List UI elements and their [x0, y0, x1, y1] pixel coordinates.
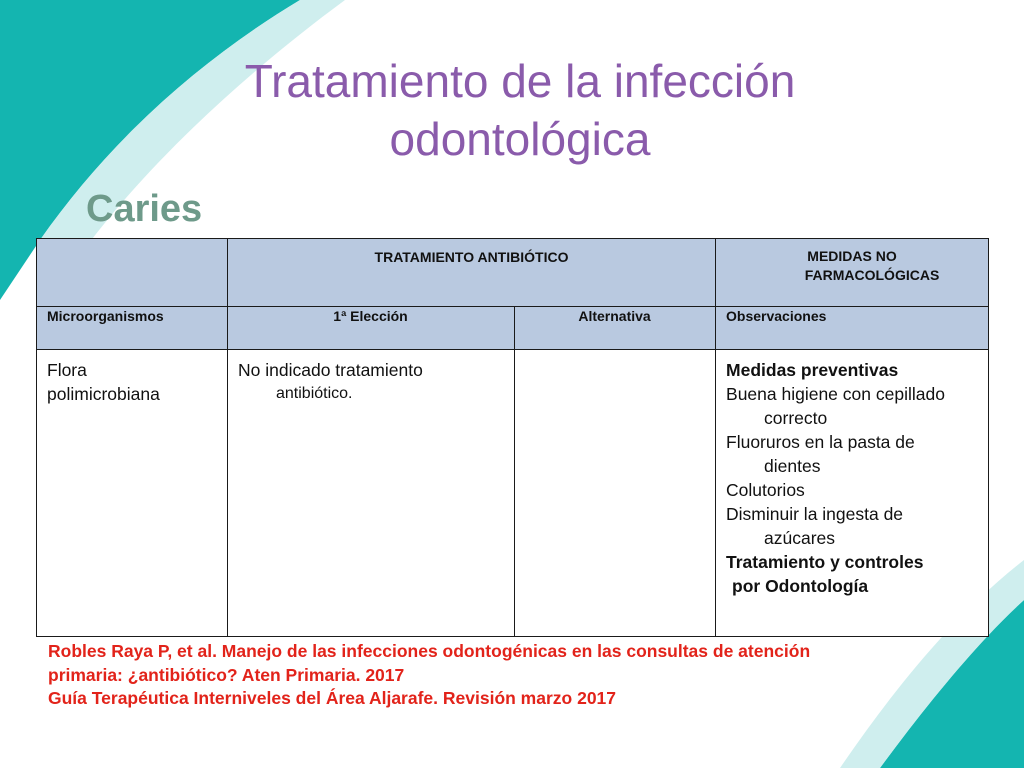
column-header-alternative: Alternativa: [515, 307, 716, 350]
cell-observations: [716, 350, 989, 637]
header-antibiotic-treatment: TRATAMIENTO ANTIBIÓTICO: [228, 239, 716, 307]
observation-item: Disminuir la ingesta de: [726, 504, 904, 524]
cell-alternative: [515, 350, 716, 637]
table-header-group-row: [37, 239, 989, 307]
observation-heading-followup: Tratamiento y controles: [726, 552, 924, 572]
first-choice-line-2: antibiótico.: [276, 385, 353, 402]
cell-microorganism: [37, 350, 228, 637]
slide-title-line-1: Tratamiento de la infección: [244, 55, 796, 107]
microorganism-line-2: polimicrobiana: [47, 384, 160, 404]
references: [48, 640, 988, 711]
observation-item-cont: dientes: [764, 456, 821, 476]
observation-item-cont: azúcares: [764, 528, 836, 548]
microorganism-line-1: Flora: [47, 360, 87, 380]
observation-item: Buena higiene con cepillado: [726, 384, 945, 404]
observation-item-cont: correcto: [764, 408, 828, 428]
reference-line-1: Robles Raya P, et al. Manejo de las infecciones odontogénicas en las consultas de atención: [48, 641, 811, 661]
table-row: [37, 350, 989, 637]
slide-subtitle: Caries: [86, 188, 203, 230]
slide-title-line-2: odontológica: [389, 113, 651, 165]
table-column-header-row: [37, 307, 989, 350]
observation-heading-followup-cont: por Odontología: [732, 576, 869, 596]
reference-line-2: primaria: ¿antibiótico? Aten Primaria. 2017: [48, 664, 405, 685]
column-header-microorganisms: Microorganismos: [37, 307, 228, 350]
cell-first-choice: [228, 350, 515, 637]
observation-item: Fluoruros en la pasta de: [726, 432, 915, 452]
slide-title: [0, 52, 1024, 168]
first-choice-line-1: No indicado tratamiento: [238, 360, 423, 380]
treatment-table: [36, 238, 989, 637]
header-non-pharma-measures: [716, 239, 989, 307]
header-empty-cell: [37, 239, 228, 307]
header-non-pharma-line-1: MEDIDAS NO: [807, 248, 897, 264]
header-non-pharma-line-2: FARMACOLÓGICAS: [804, 267, 940, 283]
column-header-observations: Observaciones: [716, 307, 989, 350]
reference-line-3: Guía Terapéutica Interniveles del Área Aljarafe. Revisión marzo 2017: [48, 688, 617, 708]
column-header-first-choice: 1ª Elección: [228, 307, 515, 350]
observation-heading-preventive: Medidas preventivas: [726, 360, 899, 380]
observation-item: Colutorios: [726, 480, 805, 500]
